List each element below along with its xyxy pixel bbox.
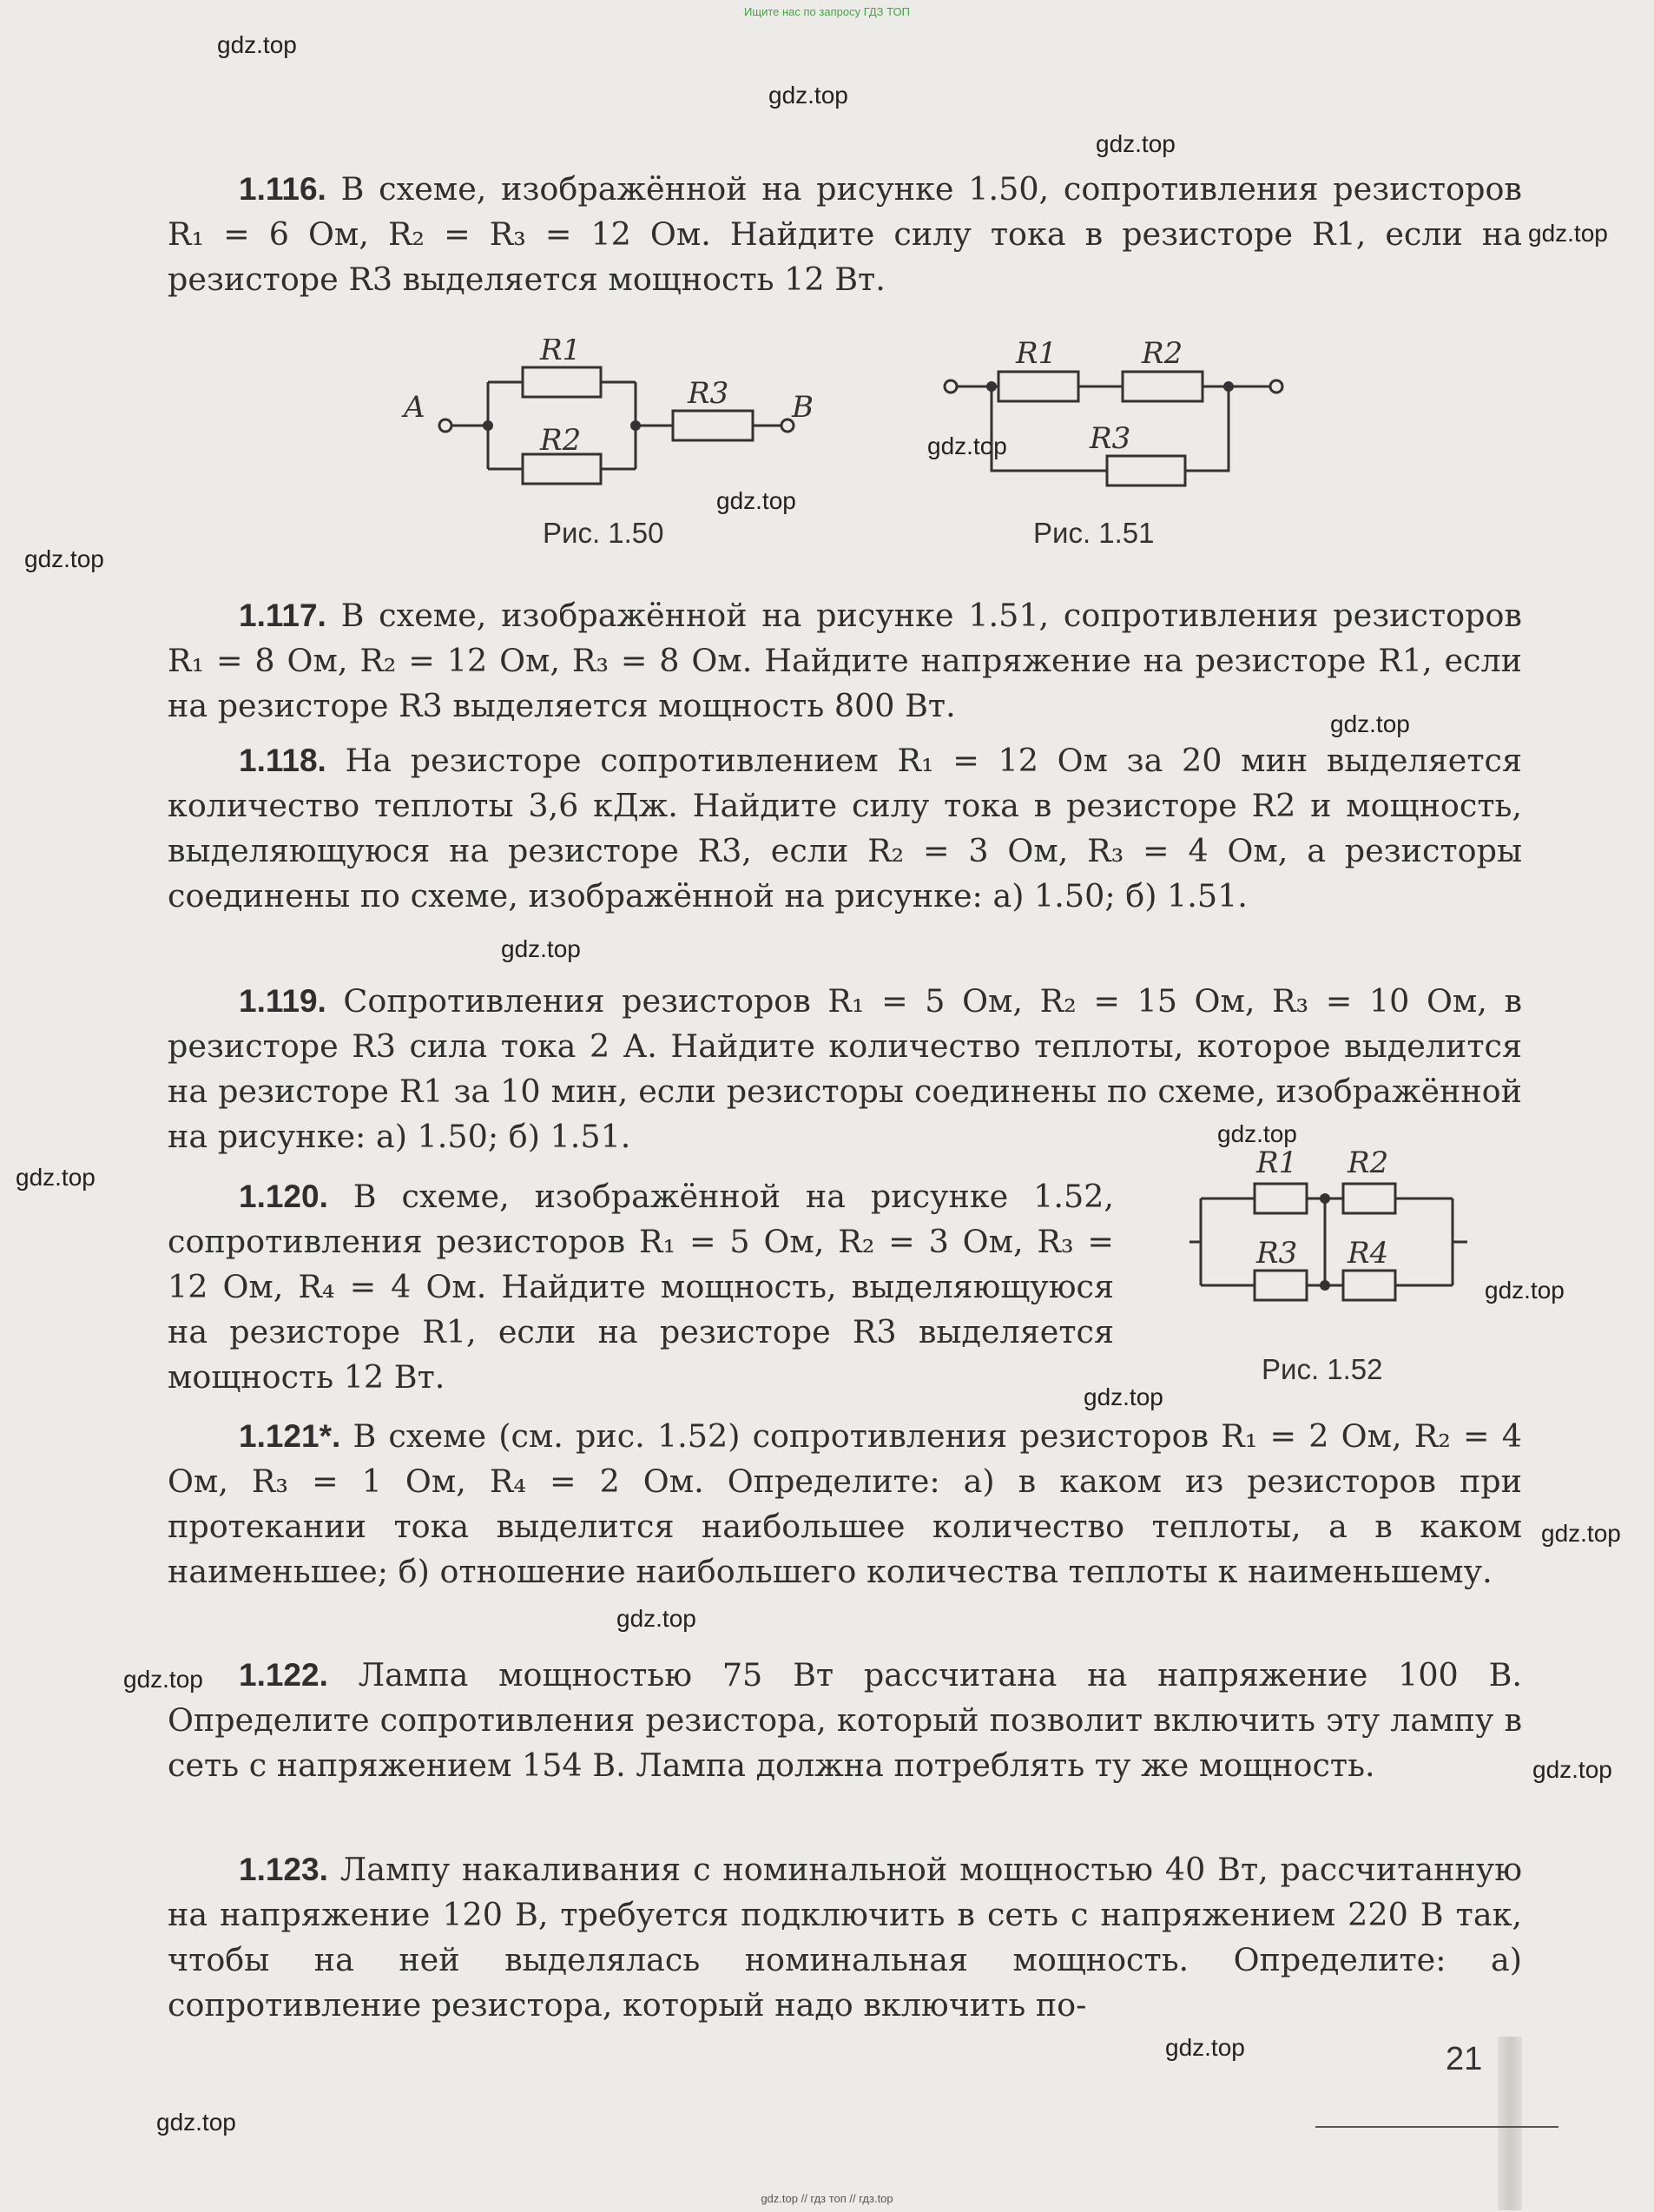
r1-label: R1 [1016, 339, 1058, 371]
r3-label: R3 [688, 376, 729, 411]
r4-label: R4 [1348, 1236, 1389, 1271]
problem-1-120 [168, 1174, 1114, 1400]
problem-1-123 [168, 1847, 1522, 2028]
r2-label: R2 [1142, 339, 1183, 371]
watermark: gdz.top [156, 2109, 236, 2136]
problem-number: 1.117. [239, 598, 326, 633]
watermark: gdz.top [1532, 1756, 1612, 1783]
footer-banner: gdz.top // гдз топ // гдз.top [761, 2192, 893, 2205]
resistor-r3 [1255, 1271, 1307, 1300]
page-edge-shadow [1498, 2037, 1522, 2210]
watermark: gdz.top [927, 432, 1007, 459]
r1-label: R1 [1256, 1146, 1298, 1180]
resistor-r2 [1123, 372, 1203, 401]
watermark: gdz.top [616, 1605, 696, 1632]
figure-1-52 [1189, 1146, 1485, 1320]
watermark: gdz.top [217, 31, 297, 58]
resistor-r1 [1255, 1184, 1307, 1213]
r3-label: R3 [1090, 421, 1131, 456]
problem-1-117 [168, 593, 1522, 729]
top-banner: Ищите нас по запросу ГДЗ ТОП [744, 5, 910, 18]
problem-number: 1.123. [239, 1852, 328, 1887]
watermark: gdz.top [123, 1666, 203, 1693]
problem-number: 1.119. [239, 983, 326, 1019]
problem-text: В схеме, изображённой на рисунке 1.50, сопротивления резисторов R₁ = 6 Ом, R₂ = R₃ = 12 Ом. Найдите силу тока в резисторе R1, если на резисторе R3 выделяется мощность 12 Вт. [168, 170, 1522, 298]
watermark: gdz.top [1084, 1383, 1163, 1410]
problem-1-119 [168, 979, 1522, 1159]
resistor-r1 [523, 367, 601, 397]
watermark: gdz.top [24, 545, 104, 572]
figure-1-51 [933, 339, 1298, 499]
resistor-r4 [1343, 1271, 1395, 1300]
resistor-r1 [998, 372, 1078, 401]
r2-label: R2 [540, 423, 582, 458]
figure-1-50-caption: Рис. 1.50 [543, 517, 664, 549]
page-number-rule [1315, 2126, 1558, 2128]
figure-1-52-caption: Рис. 1.52 [1262, 1353, 1383, 1385]
r2-label: R2 [1348, 1146, 1389, 1180]
problem-text: На резисторе сопротивлением R₁ = 12 Ом за 20 мин выделяется количество теплоты 3,6 кДж. Найдите силу тока в резисторе R2 и мощность, выделяющуюся на резисторе R3, если R₂ = 3 Ом, R₃ = 4 Ом, а резисторы соединены по схеме, изображённой на рисунке: а) 1.50; б) 1.51. [168, 742, 1522, 915]
problem-1-122 [168, 1653, 1522, 1788]
resistor-r3 [673, 411, 753, 440]
resistor-r2 [1343, 1184, 1395, 1213]
problem-1-116 [168, 167, 1522, 302]
r1-label: R1 [540, 339, 582, 367]
problem-number: 1.122. [239, 1657, 328, 1693]
problem-number: 1.120. [239, 1179, 328, 1214]
problem-number: 1.121*. [239, 1418, 341, 1454]
watermark: gdz.top [1541, 1520, 1621, 1547]
figure-1-51-caption: Рис. 1.51 [1033, 517, 1155, 549]
problem-1-118 [168, 738, 1522, 919]
problem-number: 1.116. [239, 171, 326, 207]
watermark: gdz.top [1096, 130, 1176, 157]
problem-text: В схеме (см. рис. 1.52) сопротивления резисторов R₁ = 2 Ом, R₂ = 4 Ом, R₃ = 1 Ом, R₄ = 2 Ом. Определите: а) в каком из резисторов при протекании тока выделится наибольшее количество теплоты, а в каком наименьшее; б) отношение наибольшего количества теплоты к наименьшему. [168, 1417, 1522, 1590]
problem-text: Лампу накаливания с номинальной мощностью 40 Вт, рассчитанную на напряжение 120 В, требуется подключить в сеть с напряжением 220 В так, чтобы на ней выделялась номинальная мощность. Определите: а) сопротивление резистора, который надо включить по- [168, 1851, 1522, 2024]
problem-text: Лампа мощностью 75 Вт рассчитана на напряжение 100 В. Определите сопротивления резистора, который позволит включить эту лампу в сеть с напряжением 154 В. Лампа должна потреблять ту же мощность. [168, 1656, 1522, 1784]
terminal-a-label: A [404, 390, 425, 425]
problem-number: 1.118. [239, 743, 326, 778]
problem-text: В схеме, изображённой на рисунке 1.52, сопротивления резисторов R₁ = 5 Ом, R₂ = 3 Ом, R₃ = 12 Ом, R₄ = 4 Ом. Найдите мощность, выделяющуюся на резисторе R1, если на резисторе R3 выделяется мощность 12 Вт. [168, 1178, 1114, 1396]
watermark: gdz.top [501, 935, 581, 962]
watermark: gdz.top [1165, 2034, 1245, 2061]
resistor-r3 [1107, 456, 1185, 485]
r3-label: R3 [1256, 1236, 1298, 1271]
problem-text: В схеме, изображённой на рисунке 1.51, сопротивления резисторов R₁ = 8 Ом, R₂ = 12 Ом, R₃ = 8 Ом. Найдите напряжение на резисторе R1, если на резисторе R3 выделяется мощность 800 Вт. [168, 597, 1522, 724]
watermark: gdz.top [1528, 220, 1608, 247]
watermark: gdz.top [1217, 1120, 1297, 1147]
figure-1-50 [391, 339, 816, 508]
watermark: gdz.top [768, 82, 848, 109]
problem-1-121 [168, 1414, 1522, 1595]
watermark: gdz.top [16, 1164, 96, 1191]
page-number: 21 [1446, 2041, 1483, 2077]
watermark: gdz.top [1330, 710, 1410, 737]
problem-text: Сопротивления резисторов R₁ = 5 Ом, R₂ = 15 Ом, R₃ = 10 Ом, в резисторе R3 сила тока 2 А. Найдите количество теплоты, которое выделится на резисторе R1 за 10 мин, если резисторы соединены по схеме, изображённой на рисунке: а) 1.50; б) 1.51. [168, 982, 1522, 1155]
watermark: gdz.top [1485, 1277, 1565, 1304]
resistor-r2 [523, 454, 601, 484]
watermark: gdz.top [716, 487, 796, 514]
terminal-b-label: B [792, 390, 814, 425]
